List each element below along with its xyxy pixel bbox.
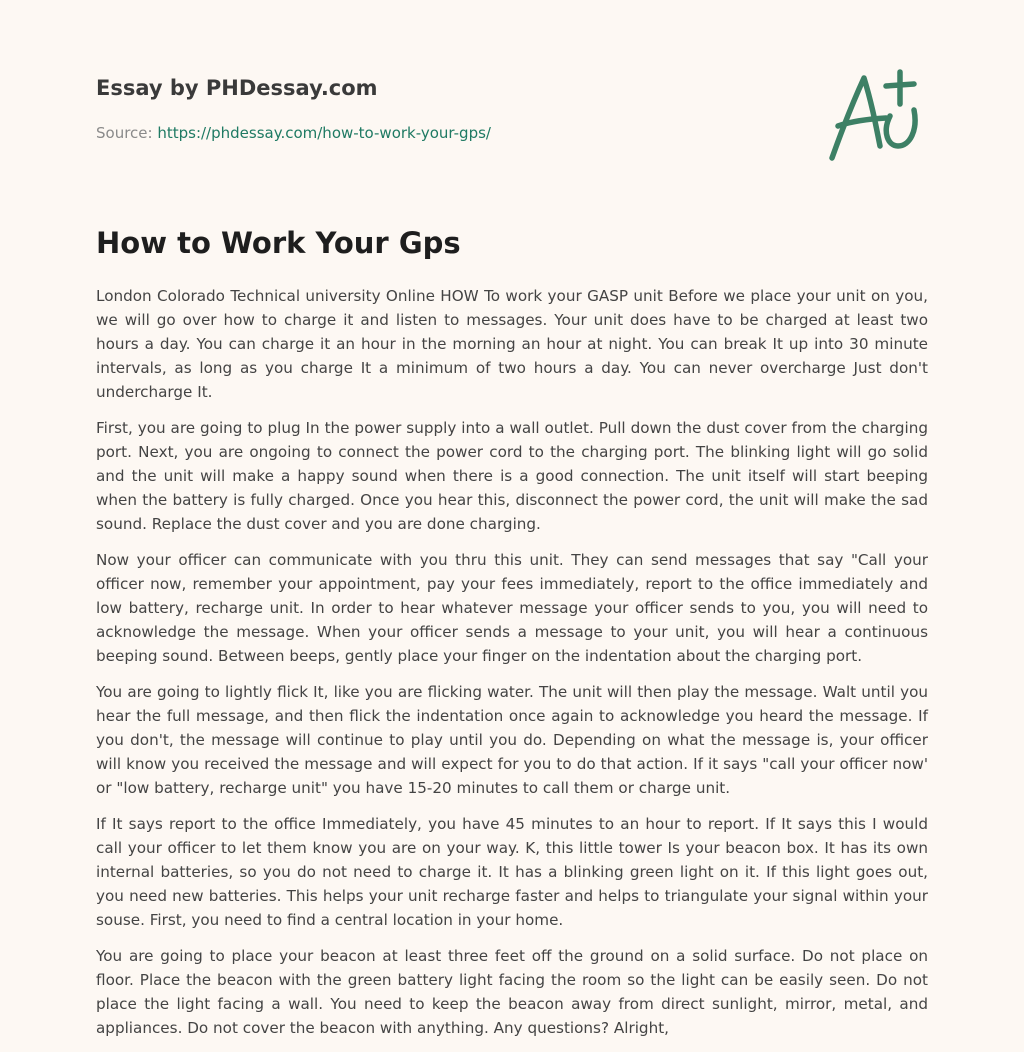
essay-paragraph: You are going to lightly flick It, like you are flicking water. The unit will then play the message. Walt until you hear the full message, and then flick the indentation once again to acknowledge you heard the message. If you don't, the message will continue to play until you do. Depending on what the message is, your officer will know you received the message and will expect for you to do that action. If it says "call your officer now' or "low battery, recharge unit" you have 15-20 minutes to call them or charge unit.	[96, 683, 928, 797]
essay-paragraph: First, you are going to plug In the power supply into a wall outlet. Pull down the dust cover from the charging port. Next, you are ongoing to connect the power cord to the charging port. The blinking light will go solid and the unit will make a happy sound when there is a good connection. The unit itself will start beeping when the battery is fully charged. Once you hear this, disconnect the power cord, the unit will make the sad sound. Replace the dust cover and you are done charging.	[96, 419, 928, 533]
site-title: Essay by PHDessay.com	[96, 76, 378, 100]
source-link[interactable]: https://phdessay.com/how-to-work-your-gps/	[157, 124, 491, 142]
a-plus-logo-icon	[824, 64, 928, 168]
source-line	[96, 124, 491, 142]
source-label: Source:	[96, 124, 158, 142]
essay-title: How to Work Your Gps	[96, 226, 461, 260]
page-header	[96, 0, 928, 200]
essay-paragraph: You are going to place your beacon at least three feet off the ground on a solid surface. Do not place on floor. Place the beacon with the green battery light facing the room so the light can be easily seen. Do not place the light facing a wall. You need to keep the beacon away from direct sunlight, mirror, metal, and appliances. Do not cover the beacon with anything. Any questions? Alright,	[96, 947, 928, 1037]
essay-body	[96, 284, 928, 1052]
essay-paragraph: London Colorado Technical university Online HOW To work your GASP unit Before we place your unit on you, we will go over how to charge it and listen to messages. Your unit does have to be charged at least two hours a day. You can charge it an hour in the morning an hour at night. You can break It up into 30 minute intervals, as long as you charge It a minimum of two hours a day. You can never overcharge Just don't undercharge It.	[96, 287, 928, 401]
essay-paragraph: If It says report to the office Immediately, you have 45 minutes to an hour to report. If It says this I would call your officer to let them know you are on your way. K, this little tower Is your beacon box. It has its own internal batteries, so you do not need to charge it. It has a blinking green light on it. If this light goes out, you need new batteries. This helps your unit recharge faster and helps to triangulate your signal within your souse. First, you need to find a central location in your home.	[96, 815, 928, 929]
essay-paragraph: Now your officer can communicate with you thru this unit. They can send messages that say "Call your officer now, remember your appointment, pay your fees immediately, report to the office immediately and low battery, recharge unit. In order to hear whatever message your officer sends to you, you will need to acknowledge the message. When your officer sends a message to your unit, you will hear a continuous beeping sound. Between beeps, gently place your finger on the indentation about the charging port.	[96, 551, 928, 665]
